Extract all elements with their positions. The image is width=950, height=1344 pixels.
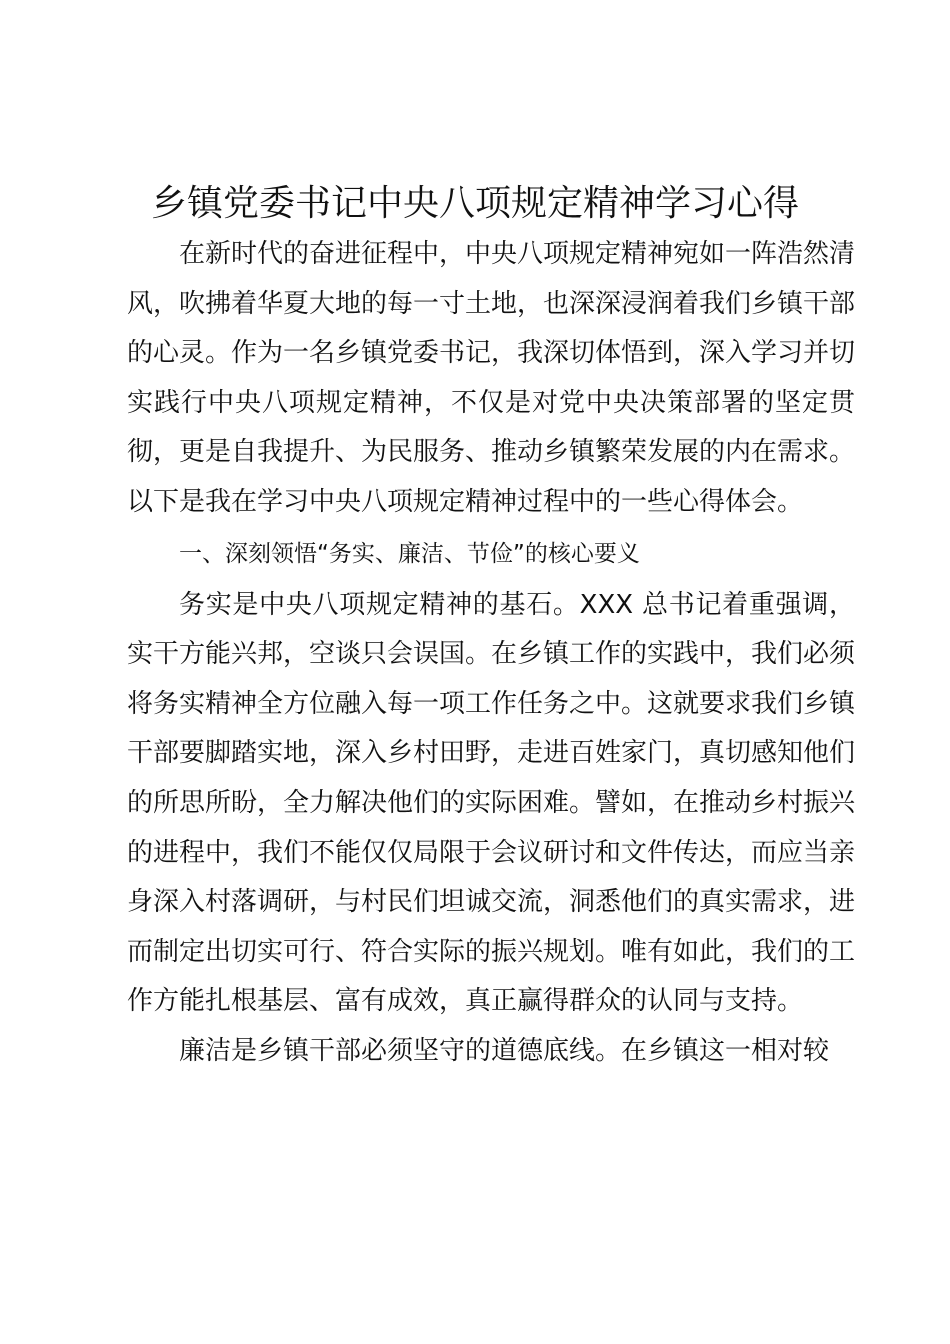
pragmatism-paragraph: 务实是中央八项规定精神的基石。XXX 总书记着重强调，实干方能兴邦，空谈只会误国。在乡镇工作的实践中，我们必须将务实精神全方位融入每一项工作任务之中。这就要求我们乡镇干部要脚踏实地，深入乡村田野，走进百姓家门，真切感知他们的所思所盼，全力解决他们的实际困难。譬如，在推动乡村振兴的进程中，我们不能仅仅局限于会议研讨和文件传达，而应当亲身深入村落调研，与村民们坦诚交流，洞悉他们的真实需求，进而制定出切实可行、符合实际的振兴规划。唯有如此，我们的工作方能扎根基层、富有成效，真正赢得群众的认同与支持。: [127, 589, 856, 1017]
intro-paragraph: 在新时代的奋进征程中，中央八项规定精神宛如一阵浩然清风，吹拂着华夏大地的每一寸土地，也深深浸润着我们乡镇干部的心灵。作为一名乡镇党委书记，我深切体悟到，深入学习并切实践行中央八项规定精神，不仅是对党中央决策部署的坚定贯彻，更是自我提升、为民服务、推动乡镇繁荣发展的内在需求。以下是我在学习中央八项规定精神过程中的一些心得体会。: [127, 239, 856, 517]
section-heading: 一、深刻领悟“务实、廉洁、节俭”的核心要义: [179, 540, 640, 567]
document-body: [127, 230, 855, 1077]
document-title: 乡镇党委书记中央八项规定精神学习心得: [150, 183, 799, 224]
integrity-paragraph: 廉洁是乡镇干部必须坚守的道德底线。在乡镇这一相对较: [179, 1035, 830, 1066]
